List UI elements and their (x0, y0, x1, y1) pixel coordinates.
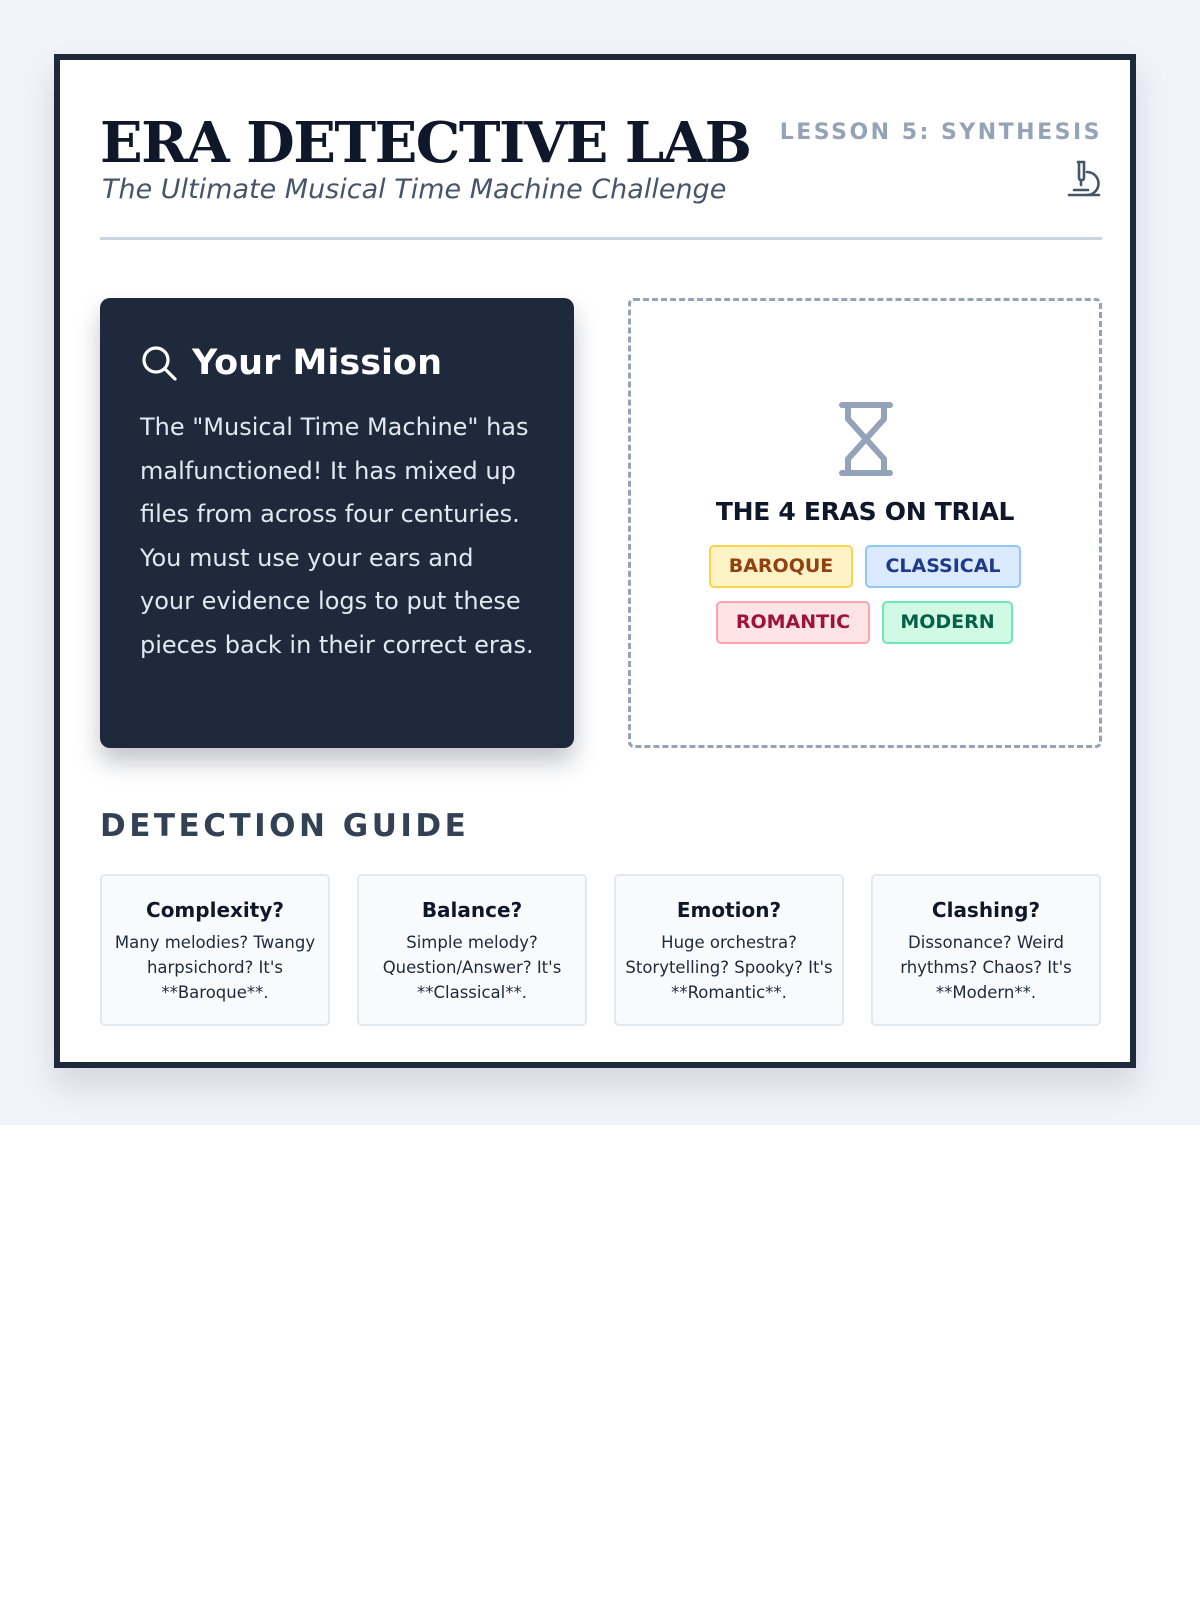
guide-card-text: Many melodies? Twangy harpsichord? It's **Baroque**. (114, 933, 316, 1002)
guide-card-heading: Balance? (421, 898, 523, 922)
guide-card-text: Dissonance? Weird rhythms? Chaos? It's **Modern**. (900, 933, 1072, 1002)
era-tag-classical: CLASSICAL (865, 545, 1021, 588)
eras-title: THE 4 ERAS ON TRIAL (715, 497, 1015, 526)
search-icon (140, 344, 178, 382)
guide-card-balance (357, 874, 587, 1026)
era-tag-modern: MODERN (882, 601, 1013, 644)
hourglass-icon (838, 401, 894, 477)
mission-text: The "Musical Time Machine" has malfunctioned! It has mixed up files from across four centuries. You must use your ears and your evidence logs to put these pieces back in their correct eras. (140, 413, 534, 659)
page-subtitle: The Ultimate Musical Time Machine Challenge (102, 174, 727, 205)
era-tag-baroque: BAROQUE (709, 545, 853, 588)
lesson-card (54, 54, 1136, 1068)
mission-panel (100, 298, 574, 748)
mission-header (140, 340, 534, 386)
lesson-label: LESSON 5: SYNTHESIS (779, 120, 1102, 145)
guide-card-heading: Complexity? (146, 898, 284, 922)
guide-title: DETECTION GUIDE (100, 808, 470, 844)
guide-card-complexity (100, 874, 330, 1026)
guide-card-emotion (614, 874, 844, 1026)
guide-card-text: Simple melody? Question/Answer? It's **Classical**. (382, 933, 562, 1002)
header (100, 110, 1102, 240)
guide-card-heading: Clashing? (931, 898, 1041, 922)
era-tag-romantic: ROMANTIC (716, 601, 870, 644)
guide-card-clashing (871, 874, 1101, 1026)
guide-card-text: Huge orchestra? Storytelling? Spooky? It's **Romantic**. (625, 933, 833, 1002)
eras-panel (628, 298, 1102, 748)
mission-title: Your Mission (192, 343, 442, 383)
page-title: ERA DETECTIVE LAB (100, 110, 751, 176)
microscope-icon (1066, 158, 1102, 198)
guide-card-heading: Emotion? (676, 898, 782, 922)
